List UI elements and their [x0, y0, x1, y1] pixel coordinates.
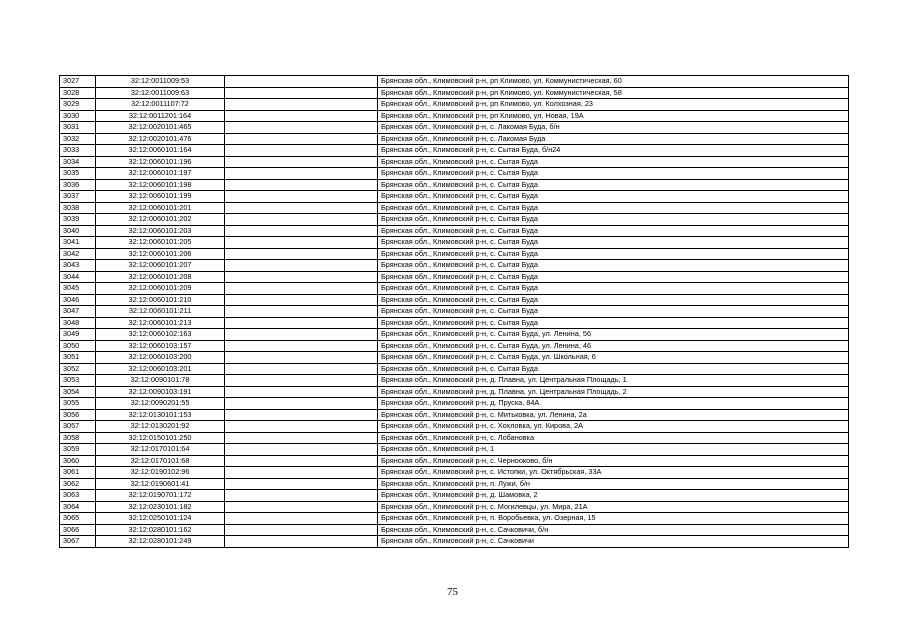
table-row [60, 110, 849, 122]
address-cell: Брянская обл., Климовский р-н, с. Сытая Буда, ул. Ленина, 56 [378, 329, 849, 341]
table-row [60, 444, 849, 456]
address-cell: Брянская обл., Климовский р-н, с. Сытая Буда [378, 363, 849, 375]
row-number-cell: 3035 [60, 168, 96, 180]
row-number-cell: 3051 [60, 352, 96, 364]
cadastral-number-cell: 32:12:0060101:205 [96, 237, 225, 249]
table-row [60, 133, 849, 145]
cadastral-number-cell: 32:12:0060101:198 [96, 179, 225, 191]
row-number-cell: 3056 [60, 409, 96, 421]
row-number-cell: 3030 [60, 110, 96, 122]
table-row [60, 214, 849, 226]
table-row [60, 340, 849, 352]
cadastral-number-cell: 32:12:0060101:164 [96, 145, 225, 157]
empty-cell [225, 87, 378, 99]
row-number-cell: 3038 [60, 202, 96, 214]
table-row [60, 386, 849, 398]
empty-cell [225, 444, 378, 456]
table-row [60, 363, 849, 375]
empty-cell [225, 122, 378, 134]
row-number-cell: 3039 [60, 214, 96, 226]
empty-cell [225, 375, 378, 387]
row-number-cell: 3064 [60, 501, 96, 513]
address-cell: Брянская обл., Климовский р-н, с. Лакомая Буда, б/н [378, 122, 849, 134]
address-cell: Брянская обл., Климовский р-н, с. Лобановка [378, 432, 849, 444]
table-row [60, 168, 849, 180]
row-number-cell: 3055 [60, 398, 96, 410]
empty-cell [225, 513, 378, 525]
row-number-cell: 3042 [60, 248, 96, 260]
row-number-cell: 3054 [60, 386, 96, 398]
cadastral-number-cell: 32:12:0060101:206 [96, 248, 225, 260]
row-number-cell: 3027 [60, 76, 96, 88]
address-cell: Брянская обл., Климовский р-н, с. Сытая Буда [378, 283, 849, 295]
table-row [60, 432, 849, 444]
empty-cell [225, 432, 378, 444]
table-row [60, 145, 849, 157]
empty-cell [225, 306, 378, 318]
row-number-cell: 3048 [60, 317, 96, 329]
empty-cell [225, 260, 378, 272]
empty-cell [225, 536, 378, 548]
row-number-cell: 3050 [60, 340, 96, 352]
cadastral-number-cell: 32:12:0011201:164 [96, 110, 225, 122]
address-cell: Брянская обл., Климовский р-н, с. Сытая Буда [378, 168, 849, 180]
cadastral-number-cell: 32:12:0250101:124 [96, 513, 225, 525]
cadastral-number-cell: 32:12:0170101:64 [96, 444, 225, 456]
cadastral-number-cell: 32:12:0130201:92 [96, 421, 225, 433]
table-row [60, 271, 849, 283]
table-row [60, 87, 849, 99]
row-number-cell: 3040 [60, 225, 96, 237]
empty-cell [225, 202, 378, 214]
empty-cell [225, 386, 378, 398]
empty-cell [225, 317, 378, 329]
cadastral-number-cell: 32:12:0060101:201 [96, 202, 225, 214]
empty-cell [225, 421, 378, 433]
address-cell: Брянская обл., Климовский р-н, с. Сытая Буда [378, 191, 849, 203]
row-number-cell: 3043 [60, 260, 96, 272]
address-cell: Брянская обл., Климовский р-н, д. Плавна, ул. Центральная Площадь, 2 [378, 386, 849, 398]
cadastral-number-cell: 32:12:0090101:78 [96, 375, 225, 387]
table-row [60, 524, 849, 536]
address-cell: Брянская обл., Климовский р-н, с. Сытая Буда [378, 248, 849, 260]
row-number-cell: 3053 [60, 375, 96, 387]
property-registry-table [59, 75, 849, 548]
address-cell: Брянская обл., Климовский р-н, рп Климово, ул. Коммунистическая, 60 [378, 76, 849, 88]
table-row [60, 99, 849, 111]
empty-cell [225, 179, 378, 191]
address-cell: Брянская обл., Климовский р-н, с. Сытая Буда [378, 260, 849, 272]
address-cell: Брянская обл., Климовский р-н, с. Сытая Буда [378, 202, 849, 214]
address-cell: Брянская обл., Климовский р-н, с. Чернооково, б/н [378, 455, 849, 467]
row-number-cell: 3034 [60, 156, 96, 168]
cadastral-number-cell: 32:12:0090201:55 [96, 398, 225, 410]
table-row [60, 202, 849, 214]
table-row [60, 513, 849, 525]
empty-cell [225, 283, 378, 295]
empty-cell [225, 490, 378, 502]
address-cell: Брянская обл., Климовский р-н, рп Климово, ул. Коммунистическая, 58 [378, 87, 849, 99]
table-row [60, 260, 849, 272]
empty-cell [225, 524, 378, 536]
address-cell: Брянская обл., Климовский р-н, 1 [378, 444, 849, 456]
row-number-cell: 3047 [60, 306, 96, 318]
row-number-cell: 3031 [60, 122, 96, 134]
address-cell: Брянская обл., Климовский р-н, рп Климово, ул. Колхозная, 23 [378, 99, 849, 111]
cadastral-number-cell: 32:12:0090103:191 [96, 386, 225, 398]
cadastral-number-cell: 32:12:0020101:465 [96, 122, 225, 134]
cadastral-number-cell: 32:12:0230101:182 [96, 501, 225, 513]
cadastral-number-cell: 32:12:0020101:476 [96, 133, 225, 145]
table-row [60, 179, 849, 191]
cadastral-number-cell: 32:12:0060101:202 [96, 214, 225, 226]
empty-cell [225, 168, 378, 180]
address-cell: Брянская обл., Климовский р-н, д. Шамовка, 2 [378, 490, 849, 502]
table-row [60, 191, 849, 203]
address-cell: Брянская обл., Климовский р-н, с. Сачковичи, б/н [378, 524, 849, 536]
address-cell: Брянская обл., Климовский р-н, п. Воробьевка, ул. Озерная, 15 [378, 513, 849, 525]
empty-cell [225, 214, 378, 226]
row-number-cell: 3052 [60, 363, 96, 375]
row-number-cell: 3037 [60, 191, 96, 203]
row-number-cell: 3061 [60, 467, 96, 479]
address-cell: Брянская обл., Климовский р-н, с. Лакомая Буда [378, 133, 849, 145]
cadastral-number-cell: 32:12:0011009:53 [96, 76, 225, 88]
row-number-cell: 3059 [60, 444, 96, 456]
address-cell: Брянская обл., Климовский р-н, с. Сытая Буда, б/н24 [378, 145, 849, 157]
cadastral-number-cell: 32:12:0060101:209 [96, 283, 225, 295]
address-cell: Брянская обл., Климовский р-н, д. Плавна, ул. Центральная Площадь, 1 [378, 375, 849, 387]
row-number-cell: 3041 [60, 237, 96, 249]
table-row [60, 306, 849, 318]
row-number-cell: 3063 [60, 490, 96, 502]
address-cell: Брянская обл., Климовский р-н, с. Сачковичи [378, 536, 849, 548]
page-number: 75 [447, 586, 458, 598]
table-row [60, 375, 849, 387]
cadastral-number-cell: 32:12:0060103:201 [96, 363, 225, 375]
empty-cell [225, 455, 378, 467]
cadastral-number-cell: 32:12:0060103:200 [96, 352, 225, 364]
row-number-cell: 3029 [60, 99, 96, 111]
table-row [60, 536, 849, 548]
row-number-cell: 3032 [60, 133, 96, 145]
address-cell: Брянская обл., Климовский р-н, с. Сытая Буда [378, 225, 849, 237]
empty-cell [225, 156, 378, 168]
table-row [60, 398, 849, 410]
empty-cell [225, 467, 378, 479]
table-row [60, 248, 849, 260]
cadastral-number-cell: 32:12:0190701:172 [96, 490, 225, 502]
cadastral-number-cell: 32:12:0150101:250 [96, 432, 225, 444]
cadastral-number-cell: 32:12:0060101:203 [96, 225, 225, 237]
cadastral-number-cell: 32:12:0060101:208 [96, 271, 225, 283]
address-cell: Брянская обл., Климовский р-н, с. Сытая Буда [378, 294, 849, 306]
empty-cell [225, 294, 378, 306]
empty-cell [225, 398, 378, 410]
address-cell: Брянская обл., Климовский р-н, с. Сытая Буда, ул. Ленина, 46 [378, 340, 849, 352]
cadastral-number-cell: 32:12:0280101:249 [96, 536, 225, 548]
cadastral-number-cell: 32:12:0060101:210 [96, 294, 225, 306]
cadastral-number-cell: 32:12:0060103:157 [96, 340, 225, 352]
row-number-cell: 3062 [60, 478, 96, 490]
table-row [60, 237, 849, 249]
empty-cell [225, 478, 378, 490]
cadastral-number-cell: 32:12:0190601:41 [96, 478, 225, 490]
table-row [60, 122, 849, 134]
address-cell: Брянская обл., Климовский р-н, с. Сытая Буда [378, 214, 849, 226]
row-number-cell: 3049 [60, 329, 96, 341]
cadastral-number-cell: 32:12:0190102:96 [96, 467, 225, 479]
empty-cell [225, 191, 378, 203]
table-row [60, 501, 849, 513]
row-number-cell: 3067 [60, 536, 96, 548]
cadastral-number-cell: 32:12:0170101:68 [96, 455, 225, 467]
address-cell: Брянская обл., Климовский р-н, с. Сытая Буда [378, 271, 849, 283]
row-number-cell: 3044 [60, 271, 96, 283]
row-number-cell: 3028 [60, 87, 96, 99]
address-cell: Брянская обл., Климовский р-н, с. Сытая Буда [378, 237, 849, 249]
cadastral-number-cell: 32:12:0280101:162 [96, 524, 225, 536]
empty-cell [225, 352, 378, 364]
empty-cell [225, 76, 378, 88]
row-number-cell: 3036 [60, 179, 96, 191]
row-number-cell: 3045 [60, 283, 96, 295]
table-row [60, 225, 849, 237]
cadastral-number-cell: 32:12:0060101:213 [96, 317, 225, 329]
table-row [60, 455, 849, 467]
empty-cell [225, 340, 378, 352]
empty-cell [225, 329, 378, 341]
table-row [60, 352, 849, 364]
row-number-cell: 3033 [60, 145, 96, 157]
table-row [60, 421, 849, 433]
table-row [60, 283, 849, 295]
address-cell: Брянская обл., Климовский р-н, с. Сытая Буда, ул. Школьная, 6 [378, 352, 849, 364]
cadastral-number-cell: 32:12:0060101:211 [96, 306, 225, 318]
address-cell: Брянская обл., Климовский р-н, с. Хохловка, ул. Кирова, 2А [378, 421, 849, 433]
empty-cell [225, 248, 378, 260]
cadastral-number-cell: 32:12:0060101:197 [96, 168, 225, 180]
cadastral-number-cell: 32:12:0060102:163 [96, 329, 225, 341]
empty-cell [225, 237, 378, 249]
empty-cell [225, 363, 378, 375]
cadastral-number-cell: 32:12:0011107:72 [96, 99, 225, 111]
empty-cell [225, 110, 378, 122]
empty-cell [225, 501, 378, 513]
table-row [60, 294, 849, 306]
address-cell: Брянская обл., Климовский р-н, с. Митьковка, ул. Ленина, 2а [378, 409, 849, 421]
empty-cell [225, 145, 378, 157]
empty-cell [225, 225, 378, 237]
cadastral-number-cell: 32:12:0130101:153 [96, 409, 225, 421]
cadastral-number-cell: 32:12:0060101:196 [96, 156, 225, 168]
address-cell: Брянская обл., Климовский р-н, п. Лужи, б/н [378, 478, 849, 490]
table-row [60, 409, 849, 421]
empty-cell [225, 133, 378, 145]
cadastral-number-cell: 32:12:0060101:199 [96, 191, 225, 203]
empty-cell [225, 99, 378, 111]
address-cell: Брянская обл., Климовский р-н, с. Сытая Буда [378, 179, 849, 191]
empty-cell [225, 271, 378, 283]
row-number-cell: 3057 [60, 421, 96, 433]
empty-cell [225, 409, 378, 421]
row-number-cell: 3046 [60, 294, 96, 306]
cadastral-number-cell: 32:12:0011009:63 [96, 87, 225, 99]
address-cell: Брянская обл., Климовский р-н, с. Сытая Буда [378, 156, 849, 168]
address-cell: Брянская обл., Климовский р-н, с. Истопки, ул. Октябрьская, 33А [378, 467, 849, 479]
address-cell: Брянская обл., Климовский р-н, д. Пруска, 84А [378, 398, 849, 410]
table-row [60, 317, 849, 329]
address-cell: Брянская обл., Климовский р-н, рп Климово, ул. Новая, 19А [378, 110, 849, 122]
table-row [60, 156, 849, 168]
table-row [60, 478, 849, 490]
table-row [60, 467, 849, 479]
row-number-cell: 3065 [60, 513, 96, 525]
cadastral-number-cell: 32:12:0060101:207 [96, 260, 225, 272]
address-cell: Брянская обл., Климовский р-н, с. Сытая Буда [378, 306, 849, 318]
address-cell: Брянская обл., Климовский р-н, с. Могилевцы, ул. Мира, 21А [378, 501, 849, 513]
row-number-cell: 3058 [60, 432, 96, 444]
table-row [60, 76, 849, 88]
row-number-cell: 3066 [60, 524, 96, 536]
table-row [60, 329, 849, 341]
registry-table-body [60, 76, 849, 548]
row-number-cell: 3060 [60, 455, 96, 467]
address-cell: Брянская обл., Климовский р-н, с. Сытая Буда [378, 317, 849, 329]
table-row [60, 490, 849, 502]
